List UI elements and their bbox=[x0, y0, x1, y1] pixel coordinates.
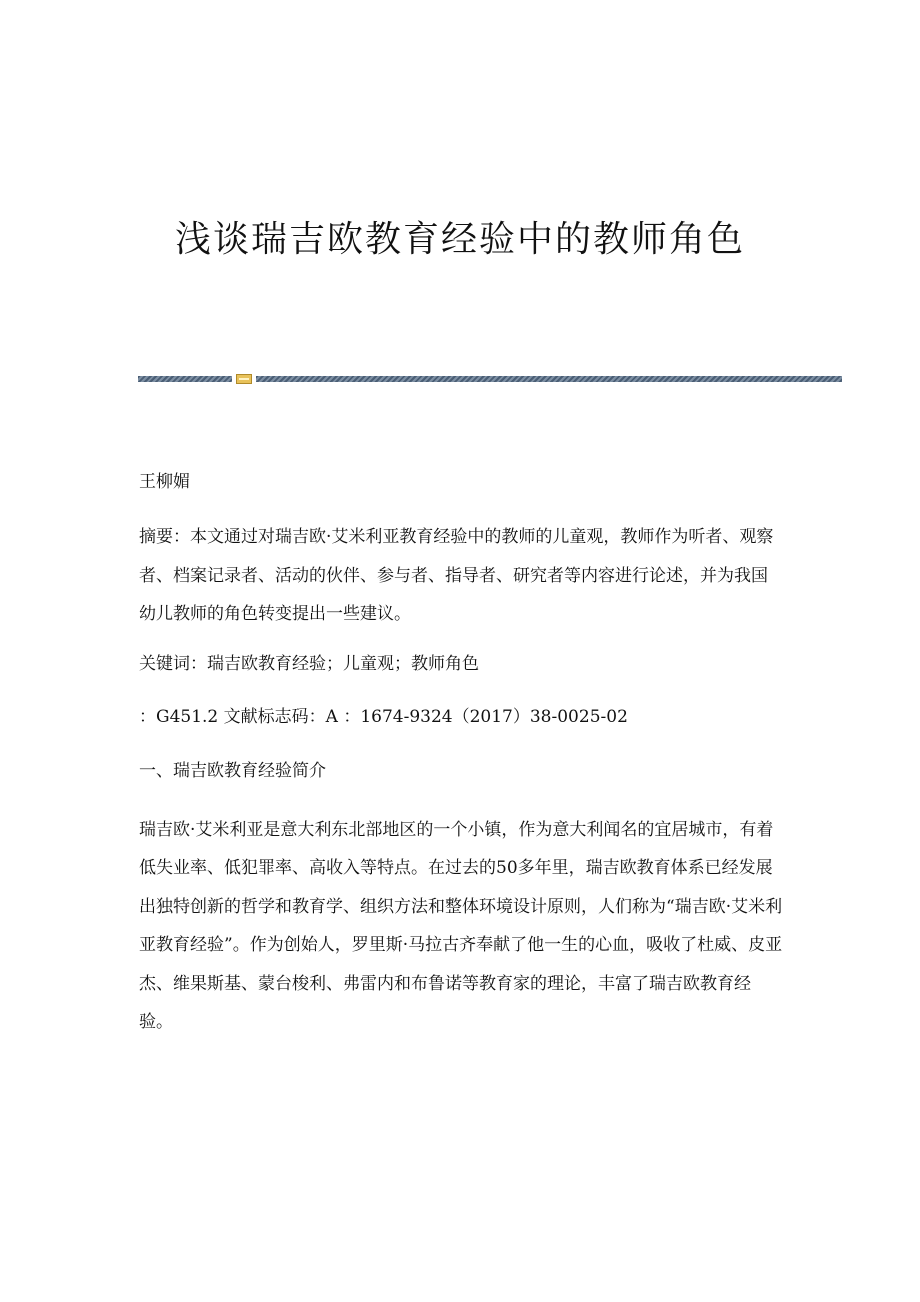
divider-ornament-icon bbox=[236, 374, 252, 384]
keywords: 关键词：瑞吉欧教育经验；儿童观；教师角色 bbox=[139, 653, 479, 674]
title-divider bbox=[138, 374, 842, 384]
section-heading: 一、瑞吉欧教育经验简介 bbox=[139, 760, 326, 781]
document-title: 浅谈瑞吉欧教育经验中的教师角色 bbox=[174, 219, 745, 260]
document-body bbox=[139, 468, 783, 1042]
abstract: 摘要：本文通过对瑞吉欧·艾米利亚教育经验中的教师的儿童观，教师作为听者、观察者、档案记录者、活动的伙伴、参与者、指导者、研究者等内容进行论述，并为我国幼儿教师的角色转变提出一些建议。 bbox=[139, 527, 774, 624]
classification-info: ：G451.2 文献标志码：A ：1674-9324（2017）38-0025-02 bbox=[139, 706, 628, 727]
divider-bar-left bbox=[138, 376, 232, 382]
divider-bar-right bbox=[256, 376, 842, 382]
body-paragraph: 瑞吉欧·艾米利亚是意大利东北部地区的一个小镇，作为意大利闻名的宜居城市，有着低失业率、低犯罪率、高收入等特点。在过去的50多年里，瑞吉欧教育体系已经发展出独特创新的哲学和教育学、组织方法和整体环境设计原则，人们称为“瑞吉欧·艾米利亚教育经验”。作为创始人，罗里斯·马拉古齐奉献了他一生的心血，吸收了杜威、皮亚杰、维果斯基、蒙台梭利、弗雷内和布鲁诺等教育家的理论，丰富了瑞吉欧教育经验。 bbox=[139, 819, 783, 1032]
author-name: 王柳媚 bbox=[139, 472, 190, 492]
